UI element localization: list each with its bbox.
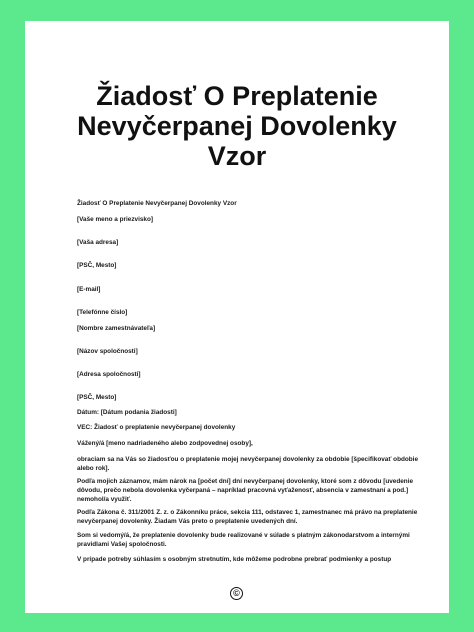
letter-subject: VEC: Žiadosť o preplatenie nevyčerpanej dovolenky	[77, 424, 236, 431]
copyright-icon: ©	[230, 587, 243, 600]
heading-line-3: Vzor	[207, 141, 267, 171]
heading-line-2: Nevyčerpanej Dovolenky	[77, 111, 397, 141]
letter-paragraph-meeting: V prípade potreby súhlasím s osobným stretnutím, kde môžeme podrobne prebrať podmienky a postup	[77, 556, 392, 563]
sender-name: [Vaše meno a priezvisko]	[77, 216, 154, 223]
letter-salutation: Vážený/á [meno nadriadeného alebo zodpovednej osoby],	[77, 440, 253, 447]
letter-paragraph-request: obraciam sa na Vás so žiadosťou o preplatenie mojej nevyčerpanej dovolenky za obdobie [špecifikovať obdobie alebo rok].	[77, 456, 419, 472]
employer-name: [Nombre zamestnávateľa]	[77, 325, 156, 332]
letter-paragraph-law: Podľa Zákona č. 311/2001 Z. z. o Zákonníku práce, sekcia 111, odstavec 1, zamestnanec má právo na preplatenie nevyčerpanej dovolenky. Žiadam Vás preto o preplatenie uvedených dní.	[77, 509, 418, 525]
letter-paragraph-records: Podľa mojich záznamov, mám nárok na [počet dní] dní nevyčerpanej dovolenky, ktoré som z dôvodu [uvedenie dôvodu, prečo nebola dovolenka vyčerpaná – napríklad pracovná vyťaženosť, absencia v zamestnaní a pod.] nemohol/a využiť.	[77, 478, 414, 503]
sender-address: [Vaša adresa]	[77, 239, 119, 246]
heading-line-1: Žiadosť O Preplatenie	[96, 81, 378, 111]
company-postal-city: [PSČ, Mesto]	[77, 394, 117, 401]
letter-subject-title: Žiadosť O Preplatenie Nevyčerpanej Dovolenky Vzor	[77, 200, 237, 207]
sender-email: [E-mail]	[77, 286, 101, 293]
document-page	[25, 21, 449, 613]
letter-date: Dátum: [Dátum podania žiadosti]	[77, 409, 177, 416]
sender-phone: [Telefónne číslo]	[77, 309, 128, 316]
letter-paragraph-awareness: Som si vedomý/á, že preplatenie dovolenky bude realizované v súlade s platným zákonodarstvom a internými pravidlami Vašej spoločnosti.	[77, 532, 410, 548]
company-address: [Adresa spoločnosti]	[77, 371, 141, 378]
company-name: [Názov spoločnosti]	[77, 348, 138, 355]
sender-postal-city: [PSČ, Mesto]	[77, 262, 117, 269]
document-heading	[25, 81, 449, 171]
